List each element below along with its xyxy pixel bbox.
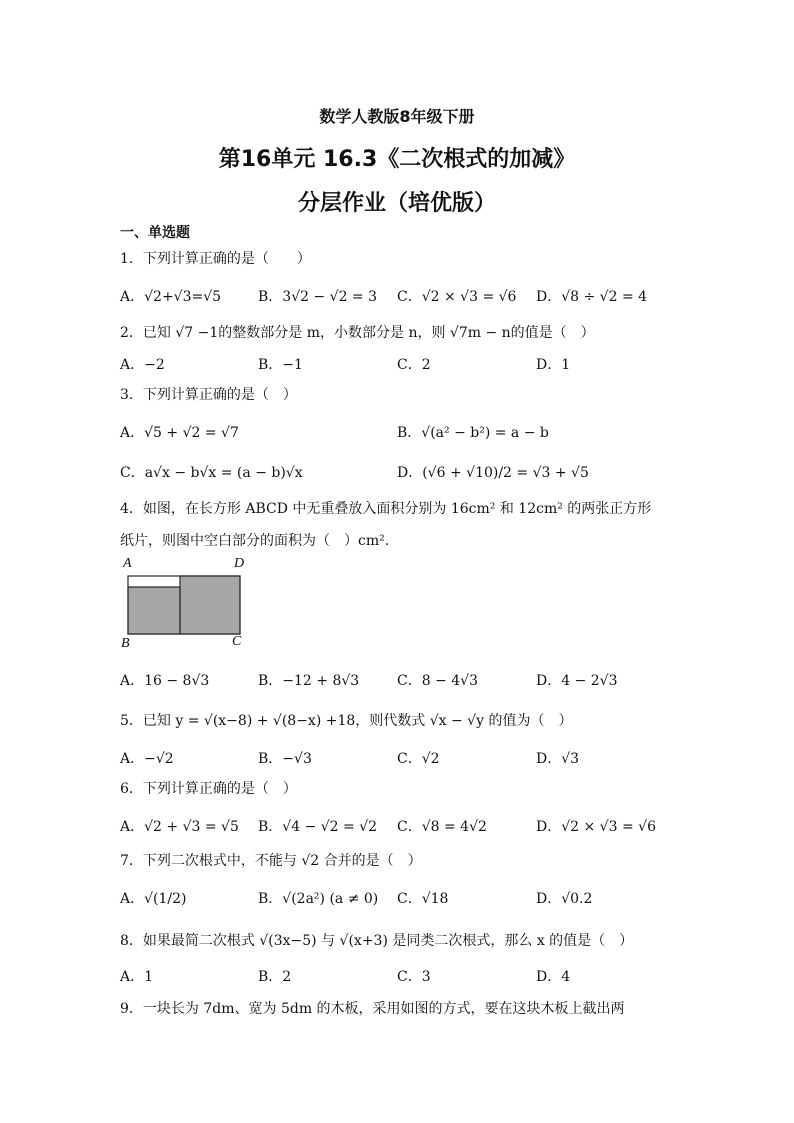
question-1-option-a: A．√2+√3=√5 [120,289,222,305]
question-3-option-a: A．√5 + √2 = √7 [120,425,239,441]
doc-title-grade: 数学人教版8年级下册 [319,107,475,126]
large-square [180,576,240,634]
question-2-option-a: A．−2 [120,357,165,373]
question-6-option-a: A．√2 + √3 = √5 [120,819,239,835]
question-5-option-c: C．√2 [397,751,440,767]
doc-title-homework: 分层作业（培优版） [297,191,496,216]
question-3-option-c: C．a√x − b√x = (a − b)√x [120,465,303,481]
question-4-figure [118,556,258,656]
question-8-option-b: B．2 [258,969,292,985]
question-7-option-a: A．√(1/2) [120,891,187,907]
question-8-option-a: A．1 [120,969,154,985]
question-6-option-b: B．√4 − √2 = √2 [258,819,378,835]
vertex-label-c: C [232,634,242,649]
question-4-stem: 4．如图，在长方形 ABCD 中无重叠放入面积分别为 16cm² 和 12cm² 的两张正方形 [120,501,652,517]
question-2-option-c: C．2 [397,357,431,373]
question-5-option-a: A．−√2 [120,751,174,767]
question-2-option-d: D．1 [536,357,571,373]
question-5-option-b: B．−√3 [258,751,312,767]
question-8-option-c: C．3 [397,969,431,985]
question-8-stem: 8．如果最简二次根式 √(3x−5) 与 √(x+3) 是同类二次根式，那么 x 的值是（ ） [120,933,634,949]
question-2-option-b: B．−1 [258,357,303,373]
vertex-label-a: A [123,556,132,571]
question-6-stem: 6．下列计算正确的是（ ） [120,781,297,797]
question-4-option-c: C．8 − 4√3 [397,673,478,689]
question-7-option-b: B．√(2a²) (a ≠ 0) [258,891,379,907]
question-9-stem: 9．一块长为 7dm、宽为 5dm 的木板，采用如图的方式，要在这块木板上截出两 [120,1001,625,1017]
question-3-option-d: D．(√6 + √10)/2 = √3 + √5 [397,465,589,481]
vertex-label-b: B [121,636,130,651]
vertex-label-d: D [234,556,245,571]
question-5-stem: 5．已知 y = √(x−8) + √(8−x) +18，则代数式 √x − √y 的值为（ ） [120,713,573,729]
question-4-stem-continued: 纸片，则图中空白部分的面积为（ ）cm². [120,533,390,549]
question-1-stem: 1．下列计算正确的是（ ） [120,251,311,267]
question-6-option-d: D．√2 × √3 = √6 [536,819,656,835]
question-5-option-d: D．√3 [536,751,580,767]
question-4-option-a: A．16 − 8√3 [120,673,210,689]
question-1-option-c: C．√2 × √3 = √6 [397,289,517,305]
section-heading: 一、单选题 [120,225,190,241]
question-4-option-d: D．4 − 2√3 [536,673,618,689]
question-7-stem: 7．下列二次根式中，不能与 √2 合并的是（ ） [120,853,422,869]
question-4-option-b: B．−12 + 8√3 [258,673,360,689]
question-7-option-c: C．√18 [397,891,449,907]
small-square [128,587,180,634]
question-8-option-d: D．4 [536,969,571,985]
question-2-stem: 2．已知 √7 −1的整数部分是 m，小数部分是 n，则 √7m − n的值是（ ） [120,325,595,341]
question-3-option-b: B．√(a² − b²) = a − b [397,425,549,441]
question-1-option-d: D．√8 ÷ √2 = 4 [536,289,648,305]
question-1-option-b: B．3√2 − √2 = 3 [258,289,378,305]
doc-title-unit: 第16单元 16.3《二次根式的加减》 [218,147,576,172]
question-6-option-c: C．√8 = 4√2 [397,819,487,835]
question-3-stem: 3．下列计算正确的是（ ） [120,387,297,403]
question-7-option-d: D．√0.2 [536,891,593,907]
